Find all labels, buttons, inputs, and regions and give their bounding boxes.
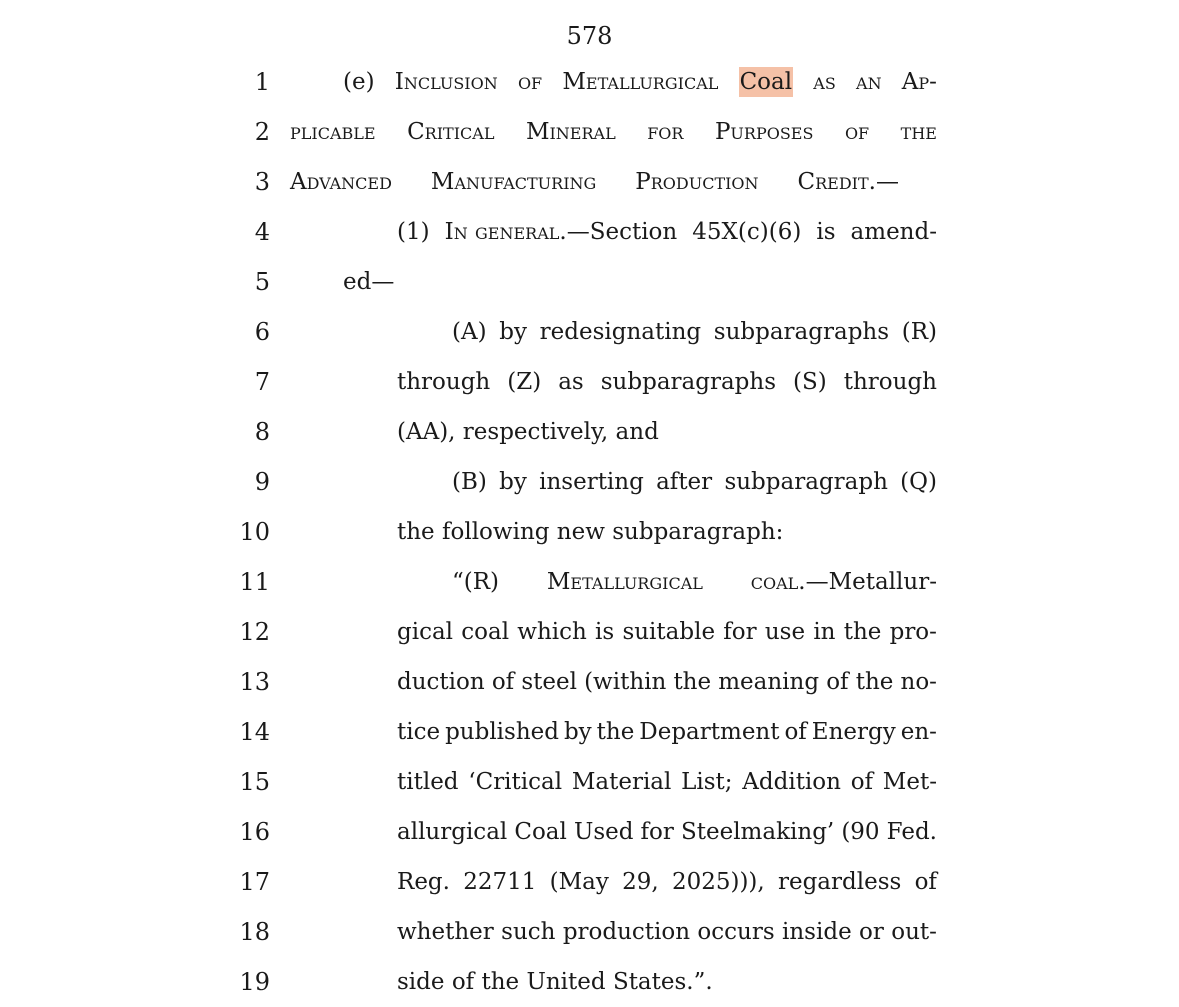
- word: inserting: [539, 469, 644, 495]
- word: by: [563, 719, 592, 745]
- line-text: [397, 667, 937, 697]
- word: (within: [584, 669, 667, 695]
- word: pro-: [889, 619, 937, 645]
- word: (Q): [900, 469, 937, 495]
- page-number: 578: [566, 22, 613, 50]
- word: the: [855, 669, 894, 695]
- word: side: [397, 969, 445, 995]
- line-number: 1: [254, 68, 270, 96]
- word: Material: [571, 769, 672, 795]
- word: Credit.—: [797, 169, 899, 195]
- word: plicable: [290, 119, 376, 145]
- word: after: [656, 469, 713, 495]
- word: meaning: [718, 669, 820, 695]
- document-line: [0, 657, 1179, 707]
- document-line: [0, 457, 1179, 507]
- line-number: 4: [254, 218, 270, 246]
- document-line: [0, 157, 1179, 207]
- word: Production: [635, 169, 759, 195]
- word: (A): [452, 319, 487, 345]
- line-number: 9: [254, 468, 270, 496]
- word: ed—: [343, 269, 395, 295]
- document-line: [0, 707, 1179, 757]
- word: (May: [549, 869, 609, 895]
- word: subparagraphs: [713, 319, 890, 345]
- word: tice: [397, 719, 441, 745]
- line-number: 6: [254, 318, 270, 346]
- word: Energy: [811, 719, 896, 745]
- word: the: [481, 969, 520, 995]
- word: is: [595, 619, 615, 645]
- word: “(R): [452, 569, 500, 595]
- word: such: [501, 919, 556, 945]
- word: Coal: [514, 819, 567, 845]
- word: duction: [397, 669, 485, 695]
- line-number: 3: [254, 168, 270, 196]
- line-number: 10: [239, 518, 270, 546]
- word: of: [826, 669, 849, 695]
- line-text: [397, 967, 713, 997]
- document-line: [0, 957, 1179, 1007]
- word: whether: [397, 919, 494, 945]
- document-line: [0, 507, 1179, 557]
- line-number: 17: [239, 868, 270, 896]
- word: the: [397, 519, 435, 545]
- line-text: [397, 417, 659, 447]
- word: Advanced: [290, 169, 392, 195]
- line-number: 2: [254, 118, 270, 146]
- word: for: [723, 619, 757, 645]
- word: inside: [782, 919, 852, 945]
- word: through: [397, 369, 491, 395]
- line-number: 14: [239, 718, 270, 746]
- word: Metallurgical: [546, 569, 703, 595]
- word: (S): [793, 369, 827, 395]
- word: which: [517, 619, 587, 645]
- word: Purposes: [714, 119, 814, 145]
- word: States.”.: [612, 969, 713, 995]
- line-text: [397, 867, 937, 897]
- word: of: [491, 669, 515, 695]
- document-line: [0, 607, 1179, 657]
- word: titled: [397, 769, 459, 795]
- word: as: [813, 69, 836, 95]
- line-number: 13: [239, 668, 270, 696]
- document-line: [0, 257, 1179, 307]
- word: en-: [900, 719, 937, 745]
- word: 45X(c)(6): [692, 219, 802, 245]
- word: redesignating: [539, 319, 702, 345]
- word: Steelmaking’: [680, 819, 835, 845]
- line-number: 12: [239, 618, 270, 646]
- word: 2025))),: [671, 869, 765, 895]
- word: Fed.: [886, 819, 937, 845]
- line-number: 7: [254, 368, 270, 396]
- word: Addition: [742, 769, 841, 795]
- word: following: [441, 519, 550, 545]
- word: Mineral: [525, 119, 616, 145]
- word: through: [843, 369, 937, 395]
- word: steel: [521, 669, 577, 695]
- word: (90: [841, 819, 880, 845]
- word: 29,: [622, 869, 659, 895]
- line-number: 5: [254, 268, 270, 296]
- word: of: [914, 869, 937, 895]
- word: gical: [397, 619, 454, 645]
- line-text: [397, 617, 937, 647]
- word: 22711: [463, 869, 537, 895]
- word: List;: [681, 769, 733, 795]
- word: the: [596, 719, 635, 745]
- word: Critical: [407, 119, 495, 145]
- word: (Z): [507, 369, 542, 395]
- line-text: [397, 517, 783, 547]
- word: (B): [452, 469, 487, 495]
- document-line: [0, 107, 1179, 157]
- line-number: 11: [239, 568, 270, 596]
- line-text: [290, 117, 937, 147]
- word: (1): [397, 219, 430, 245]
- line-text: [290, 167, 899, 197]
- word: Ap-: [901, 69, 937, 95]
- word: coal: [461, 619, 510, 645]
- line-text: [343, 267, 394, 297]
- document-line: [0, 307, 1179, 357]
- line-text: [452, 317, 937, 347]
- word: regardless: [777, 869, 902, 895]
- document-line: [0, 207, 1179, 257]
- line-number: 15: [239, 768, 270, 796]
- line-text: [397, 917, 937, 947]
- word: United: [526, 969, 606, 995]
- word: suitable: [622, 619, 716, 645]
- word: ‘Critical: [468, 769, 563, 795]
- word: and: [615, 419, 659, 445]
- word: for: [647, 119, 684, 145]
- line-text: [397, 717, 937, 747]
- word: the: [900, 119, 937, 145]
- word: of: [844, 119, 870, 145]
- word: Department: [639, 719, 780, 745]
- word: no-: [900, 669, 937, 695]
- word: out-: [891, 919, 937, 945]
- document-line: [0, 407, 1179, 457]
- line-text: [397, 767, 937, 797]
- word: (e): [343, 69, 375, 95]
- word: Met-: [882, 769, 937, 795]
- word: in: [813, 619, 836, 645]
- word: the: [673, 669, 712, 695]
- line-number: 18: [239, 918, 270, 946]
- line-text: [343, 67, 937, 97]
- word: of: [850, 769, 874, 795]
- word: an: [856, 69, 882, 95]
- word: of: [784, 719, 807, 745]
- word: published: [445, 719, 559, 745]
- word: (AA),: [397, 419, 456, 445]
- line-text: [452, 567, 937, 597]
- word: Used: [573, 819, 634, 845]
- word: Manufacturing: [430, 169, 597, 195]
- word: new: [556, 519, 605, 545]
- highlighted-word: Coal: [739, 69, 793, 95]
- word: Reg.: [397, 869, 450, 895]
- word: for: [640, 819, 674, 845]
- line-text: [397, 817, 937, 847]
- word: subparagraphs: [600, 369, 777, 395]
- word: of: [517, 69, 543, 95]
- word: as: [558, 369, 584, 395]
- word: of: [451, 969, 475, 995]
- word: (R): [901, 319, 937, 345]
- line-number: 19: [239, 968, 270, 996]
- line-text: [397, 367, 937, 397]
- document-line: [0, 757, 1179, 807]
- word: occurs: [697, 919, 775, 945]
- word: or: [859, 919, 884, 945]
- document-line: [0, 907, 1179, 957]
- word: subparagraph:: [612, 519, 784, 545]
- line-number: 16: [239, 818, 270, 846]
- word: amend-: [850, 219, 937, 245]
- document-line: [0, 857, 1179, 907]
- word: allurgical: [397, 819, 508, 845]
- word: by: [499, 319, 527, 345]
- word: the: [843, 619, 882, 645]
- word: use: [764, 619, 806, 645]
- word: Metallurgical: [562, 69, 719, 95]
- document-line: [0, 357, 1179, 407]
- word: In general.—Section: [444, 219, 678, 245]
- word: is: [816, 219, 836, 245]
- word: by: [499, 469, 527, 495]
- document-line: [0, 807, 1179, 857]
- word: subparagraph: [724, 469, 888, 495]
- word: production: [562, 919, 691, 945]
- line-text: [452, 467, 937, 497]
- word: coal.—Metallur-: [750, 569, 937, 595]
- word: respectively,: [462, 419, 609, 445]
- word: Inclusion: [394, 69, 498, 95]
- document-line: [0, 57, 1179, 107]
- line-number: 8: [254, 418, 270, 446]
- line-text: [397, 217, 937, 247]
- document-line: [0, 557, 1179, 607]
